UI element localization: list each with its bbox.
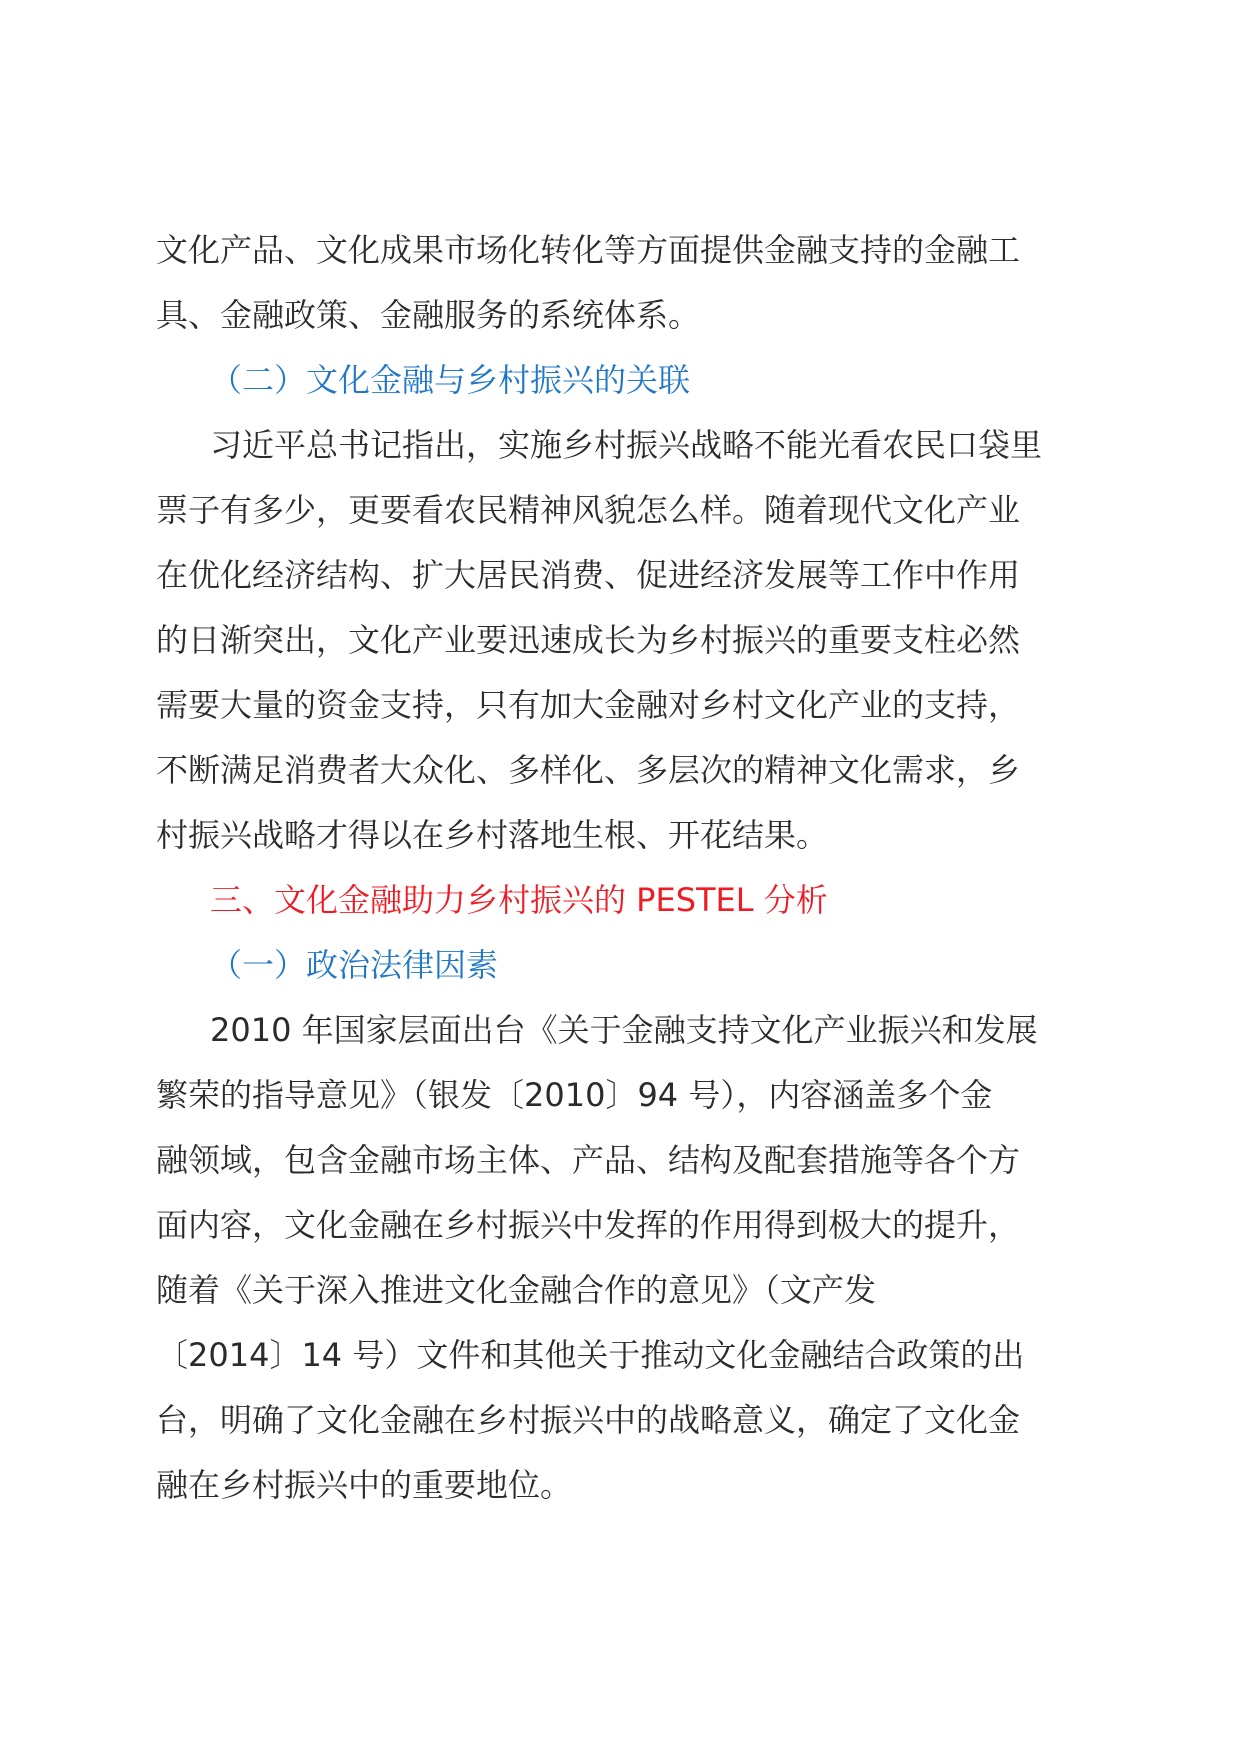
paragraph-line: 在优化经济结构、扩大居民消费、促进经济发展等工作中作用 — [156, 556, 1021, 594]
paragraph-line: 随着《关于深入推进文化金融合作的意见》（文产发 — [156, 1271, 877, 1309]
paragraph-line: 的日渐突出，文化产业要迅速成长为乡村振兴的重要支柱必然 — [156, 621, 1021, 659]
paragraph-line: 台，明确了文化金融在乡村振兴中的战略意义，确定了文化金 — [156, 1401, 1021, 1439]
paragraph-line: 2010 年国家层面出台《关于金融支持文化产业振兴和发展 — [210, 1011, 1038, 1049]
paragraph-line: 繁荣的指导意见》（银发〔2010〕94 号），内容涵盖多个金 — [156, 1076, 993, 1114]
paragraph-line: 〔2014〕14 号）文件和其他关于推动文化金融结合政策的出 — [156, 1336, 1025, 1374]
paragraph-line: 需要大量的资金支持，只有加大金融对乡村文化产业的支持， — [156, 686, 1021, 724]
paragraph-line: 具、金融政策、金融服务的系统体系。 — [156, 296, 701, 334]
sub-heading-political-legal: （一）政治法律因素 — [210, 946, 499, 984]
paragraph-line: 票子有多少，更要看农民精神风貌怎么样。随着现代文化产业 — [156, 491, 1021, 529]
paragraph-line: 融在乡村振兴中的重要地位。 — [156, 1466, 573, 1504]
paragraph-line: 融领域，包含金融市场主体、产品、结构及配套措施等各个方 — [156, 1141, 1021, 1179]
document-body — [156, 218, 1086, 1518]
paragraph-line: 村振兴战略才得以在乡村落地生根、开花结果。 — [156, 816, 829, 854]
paragraph-line: 面内容，文化金融在乡村振兴中发挥的作用得到极大的提升， — [156, 1206, 1021, 1244]
paragraph-line: 习近平总书记指出，实施乡村振兴战略不能光看农民口袋里 — [210, 426, 1043, 464]
paragraph-line: 不断满足消费者大众化、多样化、多层次的精神文化需求，乡 — [156, 751, 1021, 789]
sub-heading-cultural-finance-rural-link: （二）文化金融与乡村振兴的关联 — [210, 361, 691, 399]
paragraph-line: 文化产品、文化成果市场化转化等方面提供金融支持的金融工 — [156, 231, 1021, 269]
section-heading-pestel: 三、文化金融助力乡村振兴的 PESTEL 分析 — [210, 881, 828, 919]
